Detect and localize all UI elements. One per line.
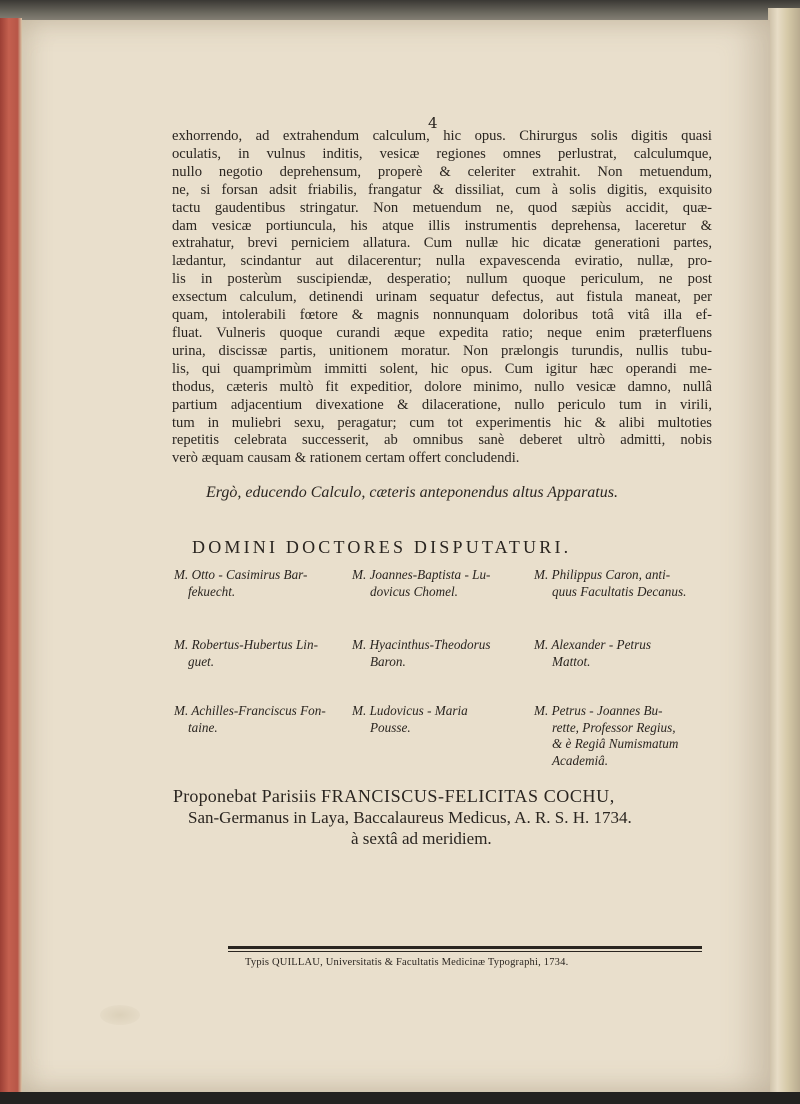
text-line: nullo negotio deprehensum, properè & celeriter extrahit. Non metuendum, xyxy=(172,163,712,180)
text-line: tactu gaudentibus stringatur. Non metuendum ne, quod sæpiùs accidit, quæ- xyxy=(172,199,712,216)
page-edges-right xyxy=(768,8,800,1098)
doctor-line: Baron. xyxy=(370,653,406,669)
text-line: urina, discissæ partis, unitionem moratur. Non prælongis turundis, nullis tubu- xyxy=(172,342,712,359)
respondent-line xyxy=(173,786,718,807)
text-line: exhorrendo, ad extrahendum calculum, hic opus. Chirurgus solis digitis quasi xyxy=(172,128,712,144)
text-line: lis, qui quamprimùm immitti solent, hic opus. Cum igitur hæc operandi me- xyxy=(172,360,712,377)
text-line: lædantur, scindantur aut dilacerentur; nulla expavescenda eviratio, nullæ, pro- xyxy=(172,253,712,270)
paper-stain xyxy=(100,1005,140,1025)
book-bottom xyxy=(0,1092,800,1104)
doctor-line: taine. xyxy=(188,719,218,735)
text-line: lis in posterùm suscipiendæ, desperatio; nullum quoque periculum, ne post xyxy=(172,271,712,288)
text-line: partium adjacentium divexatione & dilaceratione, nullo periculo tum in virili, xyxy=(172,396,712,413)
doctor-line: Academiâ. xyxy=(552,752,609,768)
text-line: extrahatur, brevi perniciem allatura. Cum nullæ hic dicatæ generationi partes, xyxy=(172,235,712,252)
doctor-entry xyxy=(174,637,354,670)
doctor-line: & è Regiâ Numismatum xyxy=(552,736,679,751)
doctor-entry xyxy=(174,703,354,736)
respondent-details: San-Germanus in Laya, Baccalaureus Medicus, A. R. S. H. 1734. xyxy=(188,808,632,827)
doctor-entry xyxy=(534,567,714,600)
doctor-line: quus Facultatis Decanus. xyxy=(552,583,687,599)
conclusion-statement: Ergò, educendo Calculo, cæteris anteponendus altus Apparatus. xyxy=(206,484,618,501)
body-paragraph xyxy=(172,128,712,468)
doctor-line: dovicus Chomel. xyxy=(370,583,458,599)
doctor-line: M. Hyacinthus-Theodorus xyxy=(352,637,491,652)
doctores-heading: DOMINI DOCTORES DISPUTATURI. xyxy=(192,537,572,557)
footer-rule xyxy=(228,946,702,949)
doctor-line: rette, Professor Regius, xyxy=(552,719,676,735)
text-line: ne, si forsan adsit friabilis, frangatur & dissiliat, cum à solis digitis, exquisito xyxy=(172,181,712,198)
doctor-line: M. Robertus-Hubertus Lin- xyxy=(174,637,318,652)
doctor-line: guet. xyxy=(188,653,215,669)
footer-rule-thin xyxy=(228,951,702,952)
text-line: verò æquam causam & rationem certam offert concludendi. xyxy=(172,450,520,467)
doctor-line: fekuecht. xyxy=(188,583,236,599)
page-edge-left xyxy=(0,18,22,1098)
doctor-line: M. Otto - Casimirus Bar- xyxy=(174,567,308,582)
text-line: repetitis celebrata successerit, ab omnibus sanè deberet ultrò admitti, nobis xyxy=(172,432,712,449)
proponebat-label: Proponebat Parisiis xyxy=(173,786,321,806)
page-number: 4 xyxy=(428,114,438,132)
text-line: tum in muliebri sexu, peragatur; cum tot experimentis hic & alibi multoties xyxy=(172,414,712,431)
doctor-entry xyxy=(534,637,714,670)
doctor-line: M. Philippus Caron, anti- xyxy=(534,567,671,582)
respondent-name: FRANCISCUS-FELICITAS COCHU, xyxy=(321,786,615,806)
doctor-entry xyxy=(174,567,354,600)
doctor-line: Pousse. xyxy=(370,719,411,735)
doctor-line: M. Achilles-Franciscus Fon- xyxy=(174,703,326,718)
doctor-line: M. Ludovicus - Maria xyxy=(352,703,468,718)
doctor-entry xyxy=(352,637,532,670)
doctor-line: Mattot. xyxy=(552,653,591,669)
text-line: exsectum calculum, detinendi urinam sequatur defectus, aut fistula maneat, per xyxy=(172,289,712,306)
doctor-entry xyxy=(352,567,532,600)
disputation-time: à sextâ ad meridiem. xyxy=(351,829,492,848)
doctor-entry xyxy=(534,703,714,769)
text-line: dam vesicæ portiuncula, his atque illis instrumentis deprehensa, laceretur & xyxy=(172,217,712,234)
doctor-line: M. Joannes-Baptista - Lu- xyxy=(352,567,491,582)
text-line: fluat. Vulneris quoque curandi æque expedita ratio; neque enim præterfluens xyxy=(172,324,712,341)
doctor-entry xyxy=(352,703,532,736)
text-line: thodus, cæteris multò fit expeditior, dolore minimo, nullo vesicæ damno, nullâ xyxy=(172,378,712,395)
text-line: quam, intolerabili fœtore & magnis nonnunquam doloribus totâ vitâ illa ef- xyxy=(172,307,712,324)
doctor-line: M. Alexander - Petrus xyxy=(534,637,651,652)
printer-imprint: Typis QUILLAU, Universitatis & Facultatis Medicinæ Typographi, 1734. xyxy=(245,957,569,968)
book-binding-top xyxy=(0,0,800,22)
doctor-line: M. Petrus - Joannes Bu- xyxy=(534,703,663,718)
respondent-block xyxy=(173,786,718,849)
text-line: oculatis, in vulnus inditis, vesicæ regiones omnes perlustrat, calculumque, xyxy=(172,145,712,162)
